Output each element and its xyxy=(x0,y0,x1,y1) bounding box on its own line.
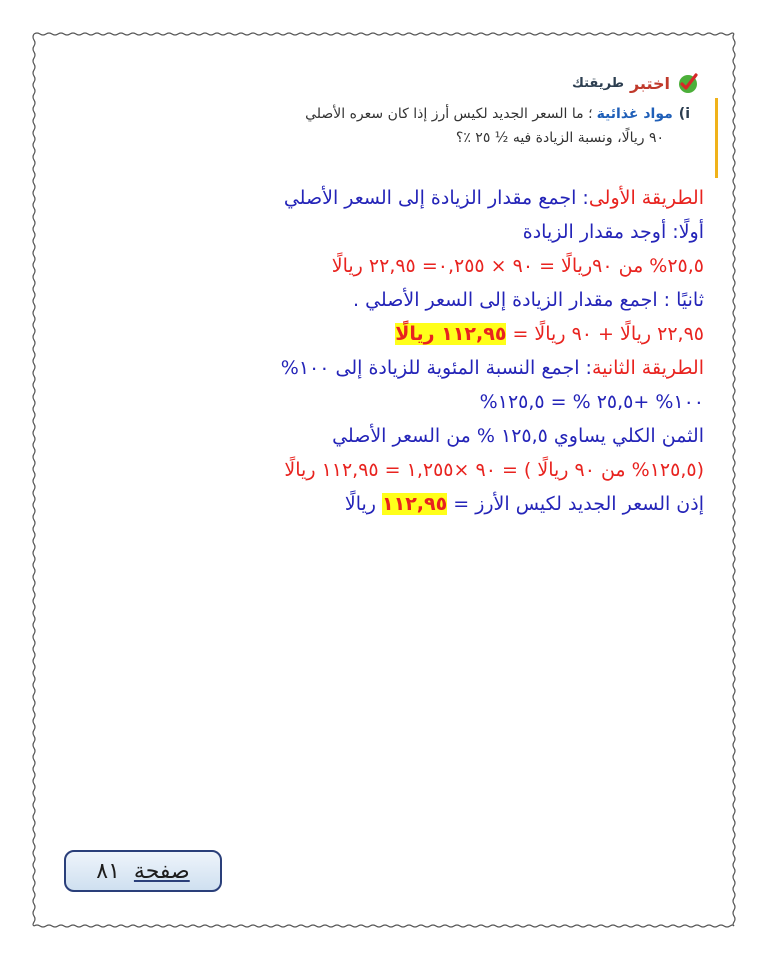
solution xyxy=(64,182,704,522)
exercise-topic: مواد غذائية xyxy=(596,106,673,122)
step2-line: ثانيًا : اجمع مقدار الزيادة إلى السعر الأصلي . xyxy=(353,289,704,311)
conclusion-line xyxy=(64,488,704,522)
method2-desc: : اجمع النسبة المئوية للزيادة إلى ١٠٠% xyxy=(280,357,592,379)
method1-line xyxy=(64,182,704,216)
method1-desc: : اجمع مقدار الزيادة إلى السعر الأصلي xyxy=(283,187,589,209)
exercise-line1: ؛ ما السعر الجديد لكيس أرز إذا كان سعره الأصلي xyxy=(305,106,593,122)
exercise-accent-bar xyxy=(715,98,718,178)
step1-calc: ٢٥,٥% من ٩٠ريالًا = ٩٠ × ٠,٢٥٥= ٢٢,٩٥ ريالًا xyxy=(331,255,704,277)
step2-calc-line xyxy=(64,318,704,352)
exercise-header-a: اختبر xyxy=(629,73,670,93)
exercise-box xyxy=(270,68,700,180)
conclusion-prefix: إذن السعر الجديد لكيس الأرز = xyxy=(447,493,704,515)
page-word: صفحة xyxy=(133,858,190,884)
exercise-line2: ٩٠ ريالًا، ونسبة الزيادة فيه ½ ٢٥ ٪؟ xyxy=(455,130,664,146)
page-number-badge xyxy=(64,850,222,892)
conclusion-suffix: ريالًا xyxy=(344,493,382,515)
method1-title: الطريقة الأولى xyxy=(588,187,704,209)
method2-line xyxy=(64,352,704,386)
exercise-number: i) xyxy=(678,106,690,122)
check-badge-icon xyxy=(676,71,700,95)
exercise-text xyxy=(295,102,690,150)
exercise-header xyxy=(572,68,700,98)
step1-line: أولًا: أوجد مقدار الزيادة xyxy=(522,221,704,243)
conclusion-value-highlight: ١١٢,٩٥ xyxy=(382,493,448,515)
step2-calc: ٢٢,٩٥ ريالًا + ٩٠ ريالًا = xyxy=(506,323,704,345)
step2-result-highlight: ١١٢,٩٥ ريالًا xyxy=(395,323,507,345)
page-number: ٨١ xyxy=(96,858,120,884)
percent-sum-line: ١٠٠% +٢٥,٥ % = ١٢٥,٥% xyxy=(479,391,704,413)
exercise-header-b: طريقتك xyxy=(571,75,624,91)
total-calc: (١٢٥,٥% من ٩٠ ريالًا ) = ٩٠ ×١,٢٥٥ = ١١٢,٩٥ ريالًا xyxy=(284,459,704,481)
total-statement: الثمن الكلي يساوي ١٢٥,٥ % من السعر الأصلي xyxy=(332,425,704,447)
method2-title: الطريقة الثانية xyxy=(591,357,704,379)
